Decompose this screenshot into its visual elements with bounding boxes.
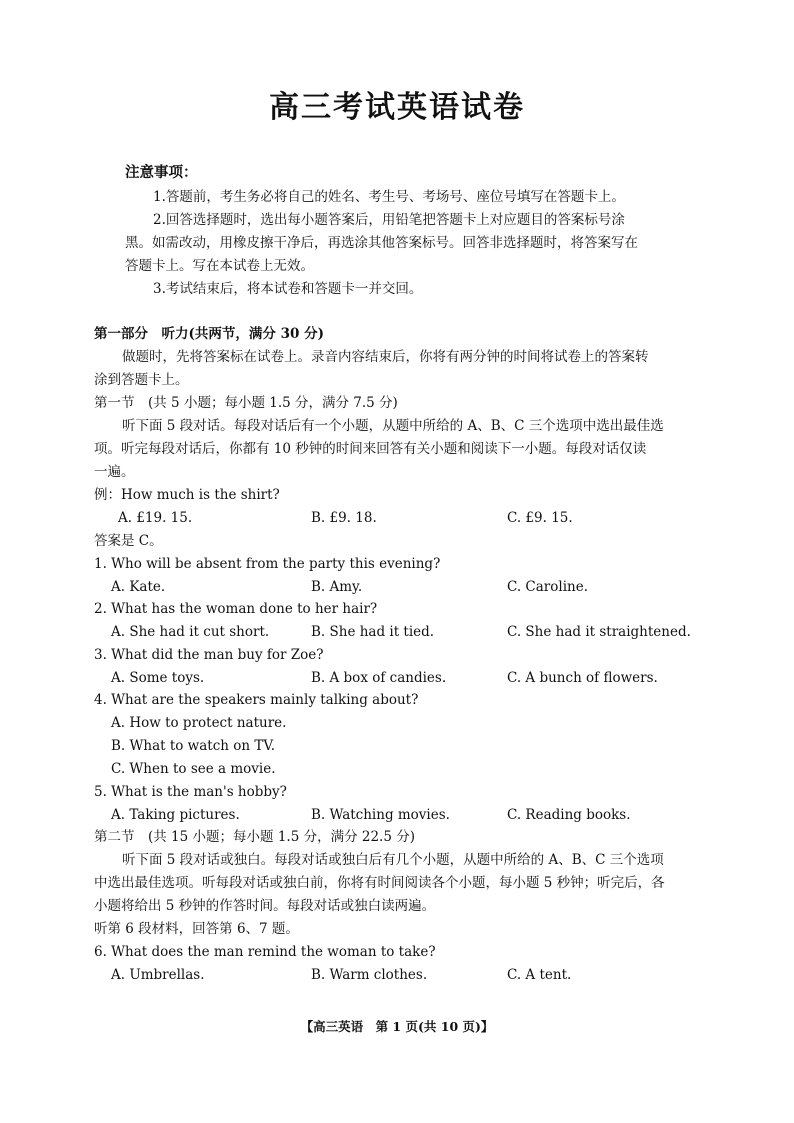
page-footer: 【高三英语 第 1 页(共 10 页)】 (300, 1019, 494, 1034)
notice-item: 1.答题前，考生务必将自己的姓名、考生号、考场号、座位号填写在答题卡上。 (153, 189, 625, 205)
section1-intro: 听下面 5 段对话。每段对话后有一个小题，从题中所给的 A、B、C 三个选项中选出最佳选 (122, 418, 664, 434)
part1-intro: 做题时，先将答案标在试卷上。录音内容结束后，你将有两分钟的时间将试卷上的答案转 (122, 349, 649, 365)
option-a: A. Some toys. (111, 670, 205, 686)
part1-heading: 第一部分 听力(共两节，满分 30 分) (94, 326, 324, 342)
option-c: C. When to see a movie. (111, 761, 276, 777)
option-b: B. What to watch on TV. (111, 738, 276, 754)
notice-item: 答题卡上。写在本试卷上无效。 (125, 258, 314, 274)
option-b: B. A box of candies. (311, 670, 447, 686)
question-text: 1. Who will be absent from the party this evening? (94, 556, 441, 572)
option-b: B. Amy. (311, 579, 363, 595)
example-option-b: B. £9. 18. (311, 510, 377, 526)
option-c: C. A tent. (507, 967, 572, 983)
example-option-a: A. £19. 15. (118, 510, 193, 526)
page-title: 高三考试英语试卷 (269, 90, 525, 125)
example-answer: 答案是 C。 (94, 533, 163, 549)
section2-intro: 中选出最佳选项。听每段对话或独白前，你将有时间阅读各个小题，每小题 5 秒钟；听完后，各 (94, 875, 665, 891)
notice-item: 黑。如需改动，用橡皮擦干净后，再选涂其他答案标号。回答非选择题时，将答案写在 (125, 235, 638, 251)
question-text: 4. What are the speakers mainly talking about? (94, 692, 419, 708)
option-a: A. Kate. (111, 579, 166, 595)
option-a: A. How to protect nature. (111, 715, 287, 731)
section2-intro: 听下面 5 段对话或独白。每段对话或独白后有几个小题，从题中所给的 A、B、C 三个选项 (122, 852, 664, 868)
question-text: 2. What has the woman done to her hair? (94, 601, 378, 617)
section1-intro: 项。听完每段对话后，你都有 10 秒钟的时间来回答有关小题和阅读下一小题。每段对话仅读 (94, 441, 647, 457)
section1-heading: 第一节 (共 5 小题；每小题 1.5 分，满分 7.5 分) (94, 395, 398, 411)
part1-intro: 涂到答题卡上。 (94, 372, 189, 388)
option-a: A. Taking pictures. (111, 807, 240, 823)
question-text: 3. What did the man buy for Zoe? (94, 647, 324, 663)
question-text: 5. What is the man's hobby? (94, 784, 287, 800)
option-a: A. Umbrellas. (111, 967, 205, 983)
material-instruction: 听第 6 段材料，回答第 6、7 题。 (94, 921, 299, 937)
question-text: 6. What does the man remind the woman to take? (94, 944, 436, 960)
section1-intro: 一遍。 (94, 464, 135, 480)
option-c: C. Reading books. (507, 807, 631, 823)
option-b: B. Watching movies. (311, 807, 450, 823)
option-c: C. A bunch of flowers. (507, 670, 658, 686)
option-b: B. Warm clothes. (311, 967, 428, 983)
example-option-c: C. £9. 15. (507, 510, 573, 526)
notice-heading: 注意事项： (125, 164, 198, 181)
example-question: 例：How much is the shirt? (94, 487, 280, 503)
notice-item: 2.回答选择题时，选出每小题答案后，用铅笔把答题卡上对应题目的答案标号涂 (153, 212, 625, 228)
notice-item: 3.考试结束后，将本试卷和答题卡一并交回。 (153, 281, 423, 297)
section2-intro: 小题将给出 5 秒钟的作答时间。每段对话或独白读两遍。 (94, 898, 436, 914)
section2-heading: 第二节 (共 15 小题；每小题 1.5 分，满分 22.5 分) (94, 829, 415, 845)
option-c: C. She had it straightened. (507, 624, 691, 640)
option-b: B. She had it tied. (311, 624, 435, 640)
option-c: C. Caroline. (507, 579, 588, 595)
option-a: A. She had it cut short. (111, 624, 270, 640)
